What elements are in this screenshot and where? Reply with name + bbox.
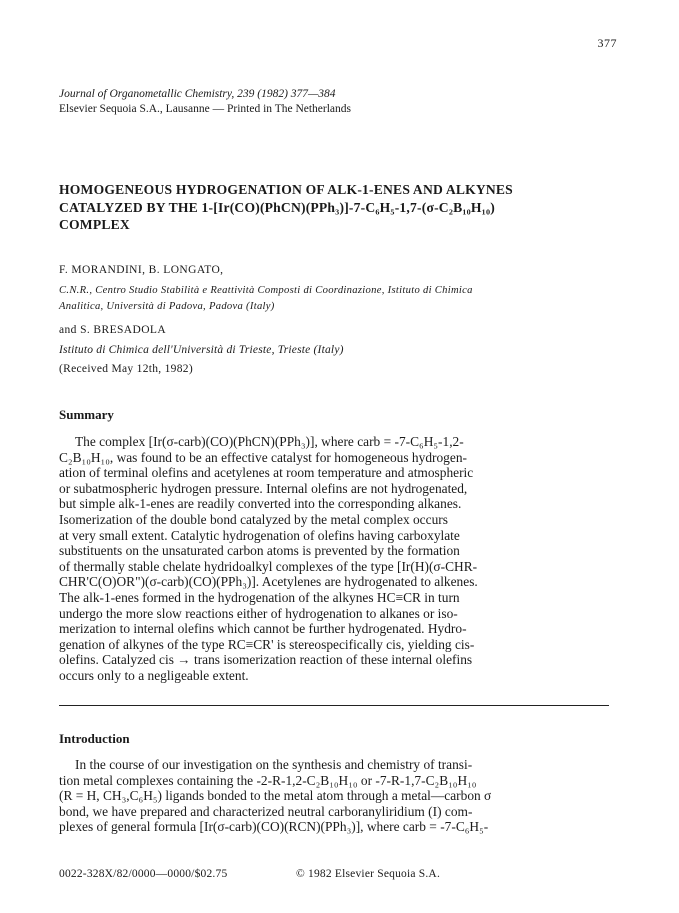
summary-line: The complex [Ir(σ-carb)(CO)(PhCN)(PPh₃)], where carb = -7-C₆H₅-1,2- xyxy=(75,434,464,449)
summary-line: C₂B₁₀H₁₀, was found to be an effective catalyst for homogeneous hydrogen- xyxy=(59,449,467,465)
summary-line: or subatmospheric hydrogen pressure. Internal olefins are not hydrogenated, xyxy=(59,480,468,496)
article-title xyxy=(59,181,639,234)
title-line: HOMOGENEOUS HYDROGENATION OF ALK-1-ENES AND ALKYNES xyxy=(59,182,513,197)
affiliation-line: Analitica, Università di Padova, Padova (Italy) xyxy=(59,301,275,312)
publisher-line: Elsevier Sequoia S.A., Lausanne — Printed in The Netherlands xyxy=(59,103,352,115)
authors-first: F. MORANDINI, B. LONGATO, xyxy=(59,264,224,276)
summary-line: but simple alk-1-enes are readily converted into the corresponding alkanes. xyxy=(59,496,462,512)
footer-issn-code: 0022-328X/82/0000—0000/$02.75 xyxy=(59,868,228,880)
summary-line: undergo the more slow reactions either of hydrogenation to alkanes or iso- xyxy=(59,605,458,621)
received-date: (Received May 12th, 1982) xyxy=(59,363,193,375)
introduction-line: bond, we have prepared and characterized neutral carboranyliridium (I) com- xyxy=(59,803,473,819)
introduction-line: plexes of general formula [Ir(σ-carb)(CO)(RCN)(PPh₃)], where carb = -7-C₆H₅- xyxy=(59,819,489,835)
page-number: 377 xyxy=(597,36,617,50)
summary-line: The alk-1-enes formed in the hydrogenation of the alkynes HC≡CR in turn xyxy=(59,589,460,605)
journal-citation: Journal of Organometallic Chemistry, 239 (1982) 377—384 xyxy=(59,88,336,100)
footer-copyright: © 1982 Elsevier Sequoia S.A. xyxy=(296,868,441,880)
title-line: CATALYZED BY THE 1-[Ir(CO)(PhCN)(PPh₃)]-7-C₆H₅-1,7-(σ-C₂B₁₀H₁₀) xyxy=(59,199,495,215)
introduction-body xyxy=(59,757,619,835)
summary-body xyxy=(59,434,619,684)
summary-line: ation of terminal olefins and acetylenes at room temperature and atmospheric xyxy=(59,465,474,481)
introduction-line: (R = H, CH₃,C₆H₅) ligands bonded to the metal atom through a metal—carbon σ xyxy=(59,788,492,804)
authors-second: and S. BRESADOLA xyxy=(59,324,167,336)
summary-line: Isomerization of the double bond catalyzed by the metal complex occurs xyxy=(59,511,448,527)
introduction-line: In the course of our investigation on the synthesis and chemistry of transi- xyxy=(75,757,473,772)
introduction-line: tion metal complexes containing the -2-R-1,2-C₂B₁₀H₁₀ or -7-R-1,7-C₂B₁₀H₁₀ xyxy=(59,772,477,788)
summary-heading: Summary xyxy=(59,407,114,422)
summary-line: substituents on the unsaturated carbon atoms is prevented by the formation xyxy=(59,543,460,559)
summary-line: CHR'C(O)OR")(σ-carb)(CO)(PPh₃)]. Acetylenes are hydrogenated to alkenes. xyxy=(59,574,478,590)
summary-line: olefins. Catalyzed cis → trans isomerization reaction of these internal olefins xyxy=(59,652,473,668)
affiliation-first xyxy=(59,283,619,315)
affiliation-second: Istituto di Chimica dell'Università di Trieste, Trieste (Italy) xyxy=(59,344,344,356)
affiliation-line: C.N.R., Centro Studio Stabilità e Reattività Composti di Coordinazione, Istituto di Chimica xyxy=(59,285,473,296)
summary-line: genation of alkynes of the type RC≡CR' is stereospecifically cis, yielding cis- xyxy=(59,636,475,652)
summary-line: merization to internal olefins which cannot be further hydrogenated. Hydro- xyxy=(59,621,467,637)
introduction-heading: Introduction xyxy=(59,731,130,746)
summary-line: of thermally stable chelate hydridoalkyl complexes of the type [Ir(H)(σ-CHR- xyxy=(59,558,478,574)
title-line: COMPLEX xyxy=(59,217,130,232)
journal-header xyxy=(59,87,351,117)
summary-line: at very small extent. Catalytic hydrogenation of olefins having carboxylate xyxy=(59,527,460,543)
section-divider xyxy=(59,705,609,706)
summary-line: occurs only to a negligeable extent. xyxy=(59,667,249,683)
